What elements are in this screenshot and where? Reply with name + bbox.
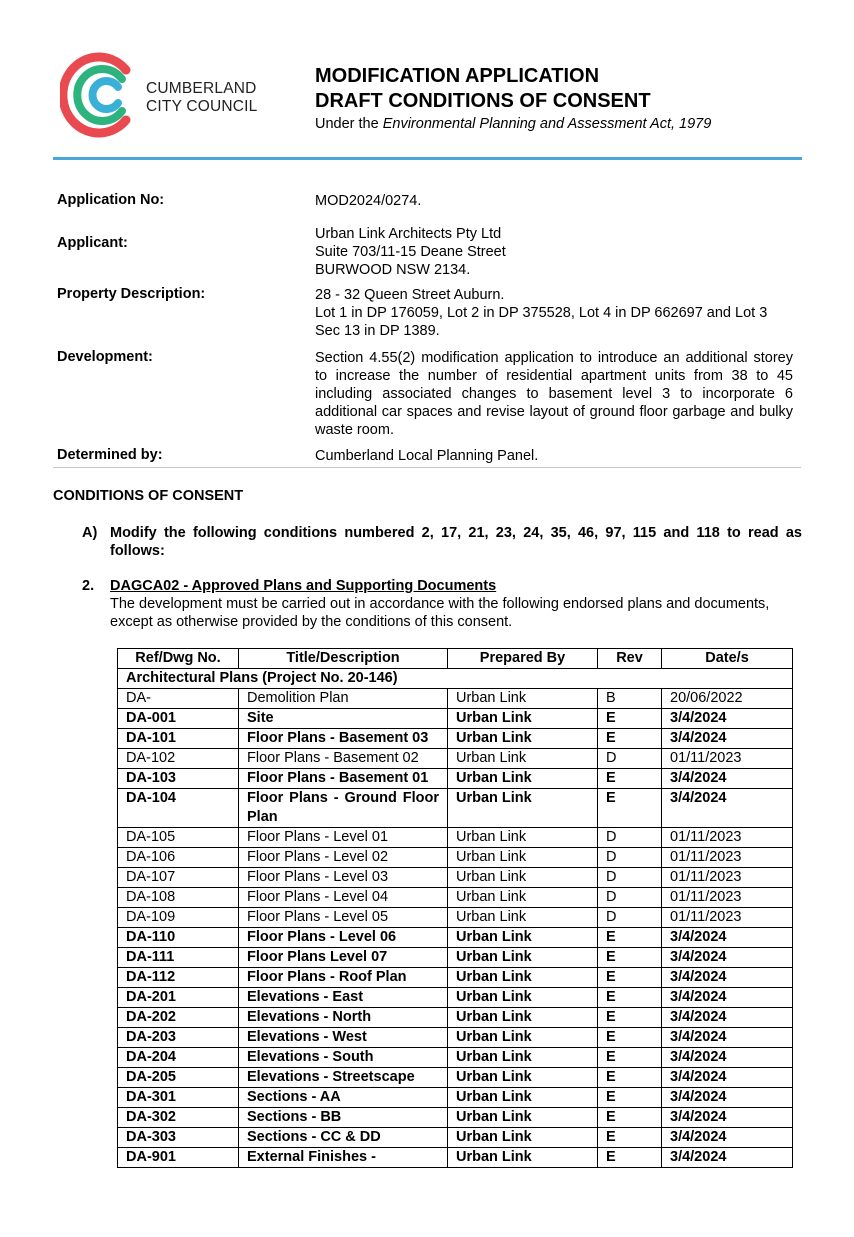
cell-title: Floor Plans - Level 03 [239,868,448,888]
cell-title: Site [239,709,448,729]
cell-prepared-by: Urban Link [448,749,598,769]
approved-plans-table [117,648,793,1168]
cell-title: Floor Plans - Level 06 [239,928,448,948]
subtitle-prefix: Under the [315,116,383,132]
cell-rev: E [598,968,662,988]
cell-title: Sections - BB [239,1108,448,1128]
application-no-row [57,192,801,225]
cell-rev: D [598,828,662,848]
cell-date: 3/4/2024 [662,1048,793,1068]
property-value [315,286,793,349]
cell-ref: DA-301 [118,1088,239,1108]
cell-rev: D [598,848,662,868]
applicant-label: Applicant: [57,235,128,251]
property-label: Property Description: [57,286,206,302]
cell-rev: E [598,1068,662,1088]
condition-a [82,524,802,560]
table-row [118,709,793,729]
header-divider [53,157,802,160]
cell-date: 3/4/2024 [662,928,793,948]
applicant-line-1: Urban Link Architects Pty Ltd [315,226,502,242]
cell-date: 3/4/2024 [662,1088,793,1108]
cell-date: 3/4/2024 [662,1108,793,1128]
cell-rev: E [598,709,662,729]
title-line-1: MODIFICATION APPLICATION [315,65,600,87]
cell-prepared-by: Urban Link [448,968,598,988]
cell-date: 3/4/2024 [662,1008,793,1028]
conditions-heading: CONDITIONS OF CONSENT [53,488,244,504]
cell-date: 20/06/2022 [662,689,793,709]
table-row [118,848,793,868]
cell-prepared-by: Urban Link [448,1068,598,1088]
cell-date: 3/4/2024 [662,729,793,749]
cell-title: External Finishes - [239,1148,448,1168]
cell-date: 01/11/2023 [662,888,793,908]
table-row [118,789,793,828]
document-title-block [315,64,711,133]
property-line-2: Lot 1 in DP 176059, Lot 2 in DP 375528, Lot 4 in DP 662697 and Lot 3 Sec 13 in DP 1389. [315,305,768,339]
cell-rev: E [598,1108,662,1128]
cell-prepared-by: Urban Link [448,1008,598,1028]
table-row [118,908,793,928]
cell-ref: DA-303 [118,1128,239,1148]
cell-prepared-by: Urban Link [448,888,598,908]
property-row [57,286,801,349]
cell-prepared-by: Urban Link [448,709,598,729]
condition-2 [82,577,802,631]
cell-rev: E [598,729,662,749]
table-row [118,1148,793,1168]
cell-ref: DA-205 [118,1068,239,1088]
cell-prepared-by: Urban Link [448,1108,598,1128]
application-details [57,192,801,465]
cell-date: 3/4/2024 [662,1028,793,1048]
cell-prepared-by: Urban Link [448,948,598,968]
table-row [118,1048,793,1068]
cell-ref: DA-201 [118,988,239,1008]
council-logo [60,52,140,138]
cell-ref: DA-001 [118,709,239,729]
cell-rev: D [598,868,662,888]
condition-2-text: The development must be carried out in accordance with the following endorsed plans and documents, except as otherwise provided by the conditions of this consent. [110,596,770,630]
cell-title: Floor Plans - Level 02 [239,848,448,868]
col-header-rev: Rev [598,649,662,669]
cell-title: Floor Plans - Basement 01 [239,769,448,789]
cell-title: Floor Plans - Level 04 [239,888,448,908]
col-header-title: Title/Description [239,649,448,669]
table-row [118,968,793,988]
cell-rev: E [598,988,662,1008]
cell-prepared-by: Urban Link [448,828,598,848]
cell-rev: E [598,789,662,828]
table-row [118,1008,793,1028]
table-row [118,749,793,769]
table-row [118,1068,793,1088]
cell-rev: E [598,1128,662,1148]
table-section-row [118,669,793,689]
logo-line-1: CUMBERLAND [146,80,257,97]
table-row [118,888,793,908]
cell-title: Sections - AA [239,1088,448,1108]
development-row [57,349,801,447]
cell-ref: DA-106 [118,848,239,868]
cell-ref: DA-101 [118,729,239,749]
property-line-1: 28 - 32 Queen Street Auburn. [315,287,505,303]
cell-title: Floor Plans - Basement 03 [239,729,448,749]
cell-rev: E [598,928,662,948]
cell-ref: DA- [118,689,239,709]
development-value: Section 4.55(2) modification application to introduce an additional storey to increase the number of residential apartment units from 38 to 45 including associated changes to basement level 3 to incorporate 6 additional car spaces and revise layout of ground floor garbage and bulky waste room. [315,350,793,438]
cell-rev: E [598,769,662,789]
col-header-prepared-by: Prepared By [448,649,598,669]
col-header-ref: Ref/Dwg No. [118,649,239,669]
details-divider [53,467,801,468]
application-no-label: Application No: [57,192,165,208]
cell-title: Elevations - North [239,1008,448,1028]
cell-ref: DA-102 [118,749,239,769]
cell-title: Floor Plans - Basement 02 [239,749,448,769]
cell-title: Floor Plans Level 07 [239,948,448,968]
cell-rev: E [598,1008,662,1028]
cell-title: Floor Plans - Ground Floor Plan [239,789,448,828]
cell-prepared-by: Urban Link [448,1048,598,1068]
cell-ref: DA-104 [118,789,239,828]
cell-rev: E [598,1088,662,1108]
table-row [118,948,793,968]
cell-ref: DA-110 [118,928,239,948]
cell-title: Elevations - East [239,988,448,1008]
cell-ref: DA-302 [118,1108,239,1128]
cell-prepared-by: Urban Link [448,1148,598,1168]
cell-title: Demolition Plan [239,689,448,709]
cell-rev: D [598,908,662,928]
determined-row [57,447,801,465]
condition-2-number: 2. [82,578,95,594]
cell-date: 3/4/2024 [662,988,793,1008]
table-row [118,1088,793,1108]
cell-prepared-by: Urban Link [448,868,598,888]
cell-date: 01/11/2023 [662,828,793,848]
table-row [118,988,793,1008]
cell-title: Elevations - South [239,1048,448,1068]
cell-date: 01/11/2023 [662,908,793,928]
table-row [118,769,793,789]
determined-value: Cumberland Local Planning Panel. [315,448,539,464]
cell-rev: E [598,1148,662,1168]
cell-ref: DA-202 [118,1008,239,1028]
cell-rev: D [598,749,662,769]
applicant-line-2: Suite 703/11-15 Deane Street [315,244,506,260]
condition-a-label: A) [82,525,98,541]
cell-prepared-by: Urban Link [448,769,598,789]
col-header-date: Date/s [662,649,793,669]
cell-date: 3/4/2024 [662,948,793,968]
cell-rev: D [598,888,662,908]
cell-prepared-by: Urban Link [448,689,598,709]
section-heading: Architectural Plans (Project No. 20-146) [118,669,793,689]
table-row [118,1108,793,1128]
cell-ref: DA-108 [118,888,239,908]
cell-rev: E [598,948,662,968]
cell-prepared-by: Urban Link [448,729,598,749]
development-label: Development: [57,349,153,365]
cell-prepared-by: Urban Link [448,908,598,928]
cell-ref: DA-107 [118,868,239,888]
cell-prepared-by: Urban Link [448,1088,598,1108]
cell-date: 3/4/2024 [662,789,793,828]
subtitle [315,115,711,133]
cell-title: Floor Plans - Roof Plan [239,968,448,988]
cell-prepared-by: Urban Link [448,789,598,828]
cell-date: 01/11/2023 [662,749,793,769]
cell-title: Floor Plans - Level 05 [239,908,448,928]
cell-rev: E [598,1048,662,1068]
cell-ref: DA-109 [118,908,239,928]
condition-a-text: Modify the following conditions numbered 2, 17, 21, 23, 24, 35, 46, 97, 115 and 118 to read as follows: [110,525,802,559]
cell-prepared-by: Urban Link [448,1128,598,1148]
applicant-value [315,225,793,286]
cell-title: Elevations - Streetscape [239,1068,448,1088]
cell-prepared-by: Urban Link [448,988,598,1008]
table-row [118,928,793,948]
logo-wordmark [146,80,258,116]
table-row [118,1028,793,1048]
cell-date: 01/11/2023 [662,868,793,888]
cell-title: Sections - CC & DD [239,1128,448,1148]
cell-ref: DA-103 [118,769,239,789]
cell-rev: E [598,1028,662,1048]
cell-date: 3/4/2024 [662,968,793,988]
cell-ref: DA-112 [118,968,239,988]
cell-date: 01/11/2023 [662,848,793,868]
cell-prepared-by: Urban Link [448,848,598,868]
cell-prepared-by: Urban Link [448,1028,598,1048]
cell-date: 3/4/2024 [662,709,793,729]
table-header-row [118,649,793,669]
table-row [118,868,793,888]
determined-label: Determined by: [57,447,163,463]
cell-ref: DA-203 [118,1028,239,1048]
application-no-value: MOD2024/0274. [315,193,422,209]
condition-2-heading: DAGCA02 - Approved Plans and Supporting Documents [110,578,497,594]
title-line-2: DRAFT CONDITIONS OF CONSENT [315,90,651,112]
table-row [118,689,793,709]
cell-date: 3/4/2024 [662,1128,793,1148]
cell-date: 3/4/2024 [662,769,793,789]
table-row [118,729,793,749]
condition-2-body [110,577,802,631]
subtitle-act: Environmental Planning and Assessment Act, 1979 [382,116,712,132]
cell-title: Floor Plans - Level 01 [239,828,448,848]
logo-line-2: CITY COUNCIL [146,98,258,115]
cell-title: Elevations - West [239,1028,448,1048]
cell-ref: DA-204 [118,1048,239,1068]
cell-ref: DA-111 [118,948,239,968]
cell-date: 3/4/2024 [662,1148,793,1168]
cell-date: 3/4/2024 [662,1068,793,1088]
applicant-line-3: BURWOOD NSW 2134. [315,262,471,278]
cell-ref: DA-105 [118,828,239,848]
table-row [118,1128,793,1148]
applicant-row [57,225,801,286]
cell-rev: B [598,689,662,709]
cell-ref: DA-901 [118,1148,239,1168]
cell-prepared-by: Urban Link [448,928,598,948]
table-row [118,828,793,848]
